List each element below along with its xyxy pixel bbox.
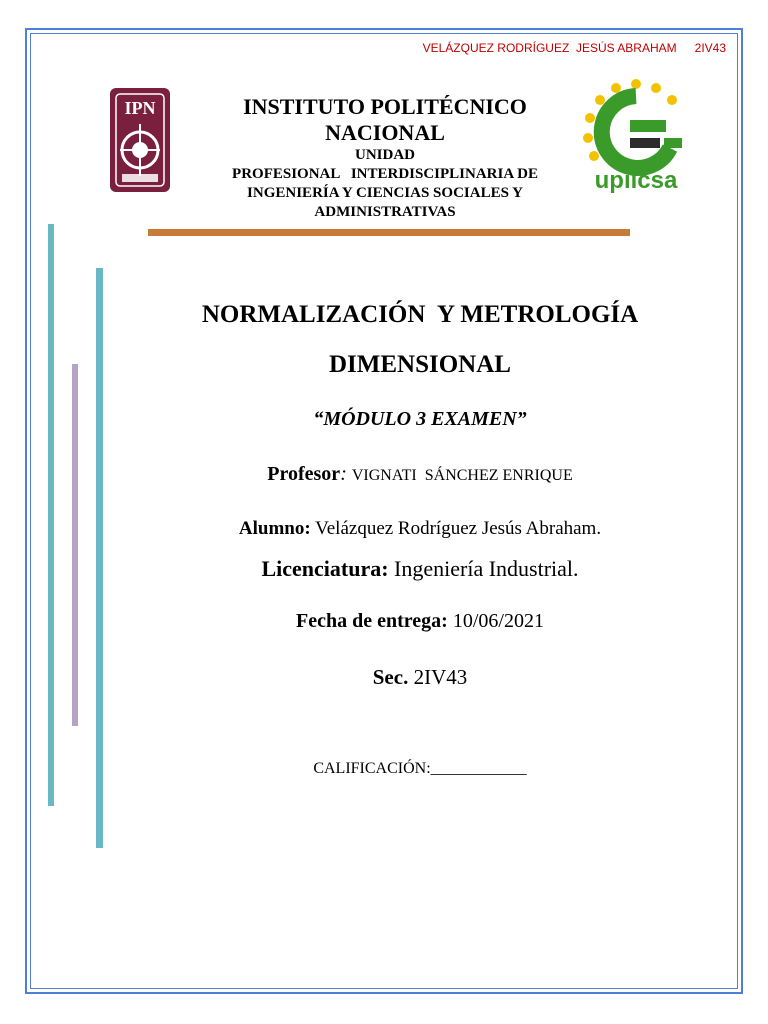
professor-label: Profesor	[267, 463, 341, 485]
decorative-teal-bar-right	[96, 268, 103, 848]
institution-name	[190, 94, 580, 146]
section-line	[120, 665, 720, 690]
student-value: Velázquez Rodríguez Jesús Abraham.	[315, 518, 602, 539]
header-student-name: VELÁZQUEZ RODRÍGUEZ JESÚS ABRAHAM	[422, 41, 677, 55]
section-value: 2IV43	[413, 665, 468, 689]
decorative-teal-bar-left	[48, 224, 54, 806]
unit-line2: PROFESIONAL INTERDISCIPLINARIA DE	[232, 166, 538, 182]
unit-line3: INGENIERÍA Y CIENCIAS SOCIALES Y	[247, 185, 523, 201]
section-label: Sec.	[372, 665, 409, 689]
unit-line1: UNIDAD	[355, 147, 415, 163]
delivery-date-line	[120, 610, 720, 633]
delivery-date-value: 10/06/2021	[452, 610, 544, 632]
professor-separator: :	[340, 463, 352, 485]
unit-line4: ADMINISTRATIVAS	[314, 204, 456, 220]
course-title-line1: NORMALIZACIÓN Y METROLOGÍA	[201, 301, 639, 328]
ipn-logo	[104, 84, 176, 196]
course-title-line2: DIMENSIONAL	[329, 351, 511, 378]
upiicsa-logo	[580, 76, 692, 196]
header-group: 2IV43	[694, 41, 726, 55]
student-line	[120, 518, 720, 540]
decorative-lilac-bar	[72, 364, 78, 726]
institution-name-line2: NACIONAL	[325, 120, 445, 145]
unit-name	[190, 146, 580, 222]
upiicsa-logo-text: upiicsa	[594, 167, 678, 194]
degree-value: Ingeniería Industrial.	[394, 556, 579, 581]
degree-label: Licenciatura:	[261, 556, 389, 581]
header-student-line	[405, 41, 726, 55]
ipn-logo-text: IPN	[124, 98, 156, 118]
grade-line: CALIFICACIÓN:____________	[313, 760, 527, 777]
orange-divider	[148, 229, 630, 236]
delivery-date-label: Fecha de entrega:	[296, 610, 448, 632]
professor-value: VIGNATI SÁNCHEZ ENRIQUE	[351, 467, 573, 484]
degree-line	[120, 556, 720, 582]
student-label: Alumno:	[238, 518, 311, 539]
course-title	[150, 290, 690, 390]
institution-name-line1: INSTITUTO POLITÉCNICO	[243, 94, 527, 119]
module-title: “MÓDULO 3 EXAMEN”	[313, 408, 527, 430]
professor-line	[120, 463, 720, 486]
